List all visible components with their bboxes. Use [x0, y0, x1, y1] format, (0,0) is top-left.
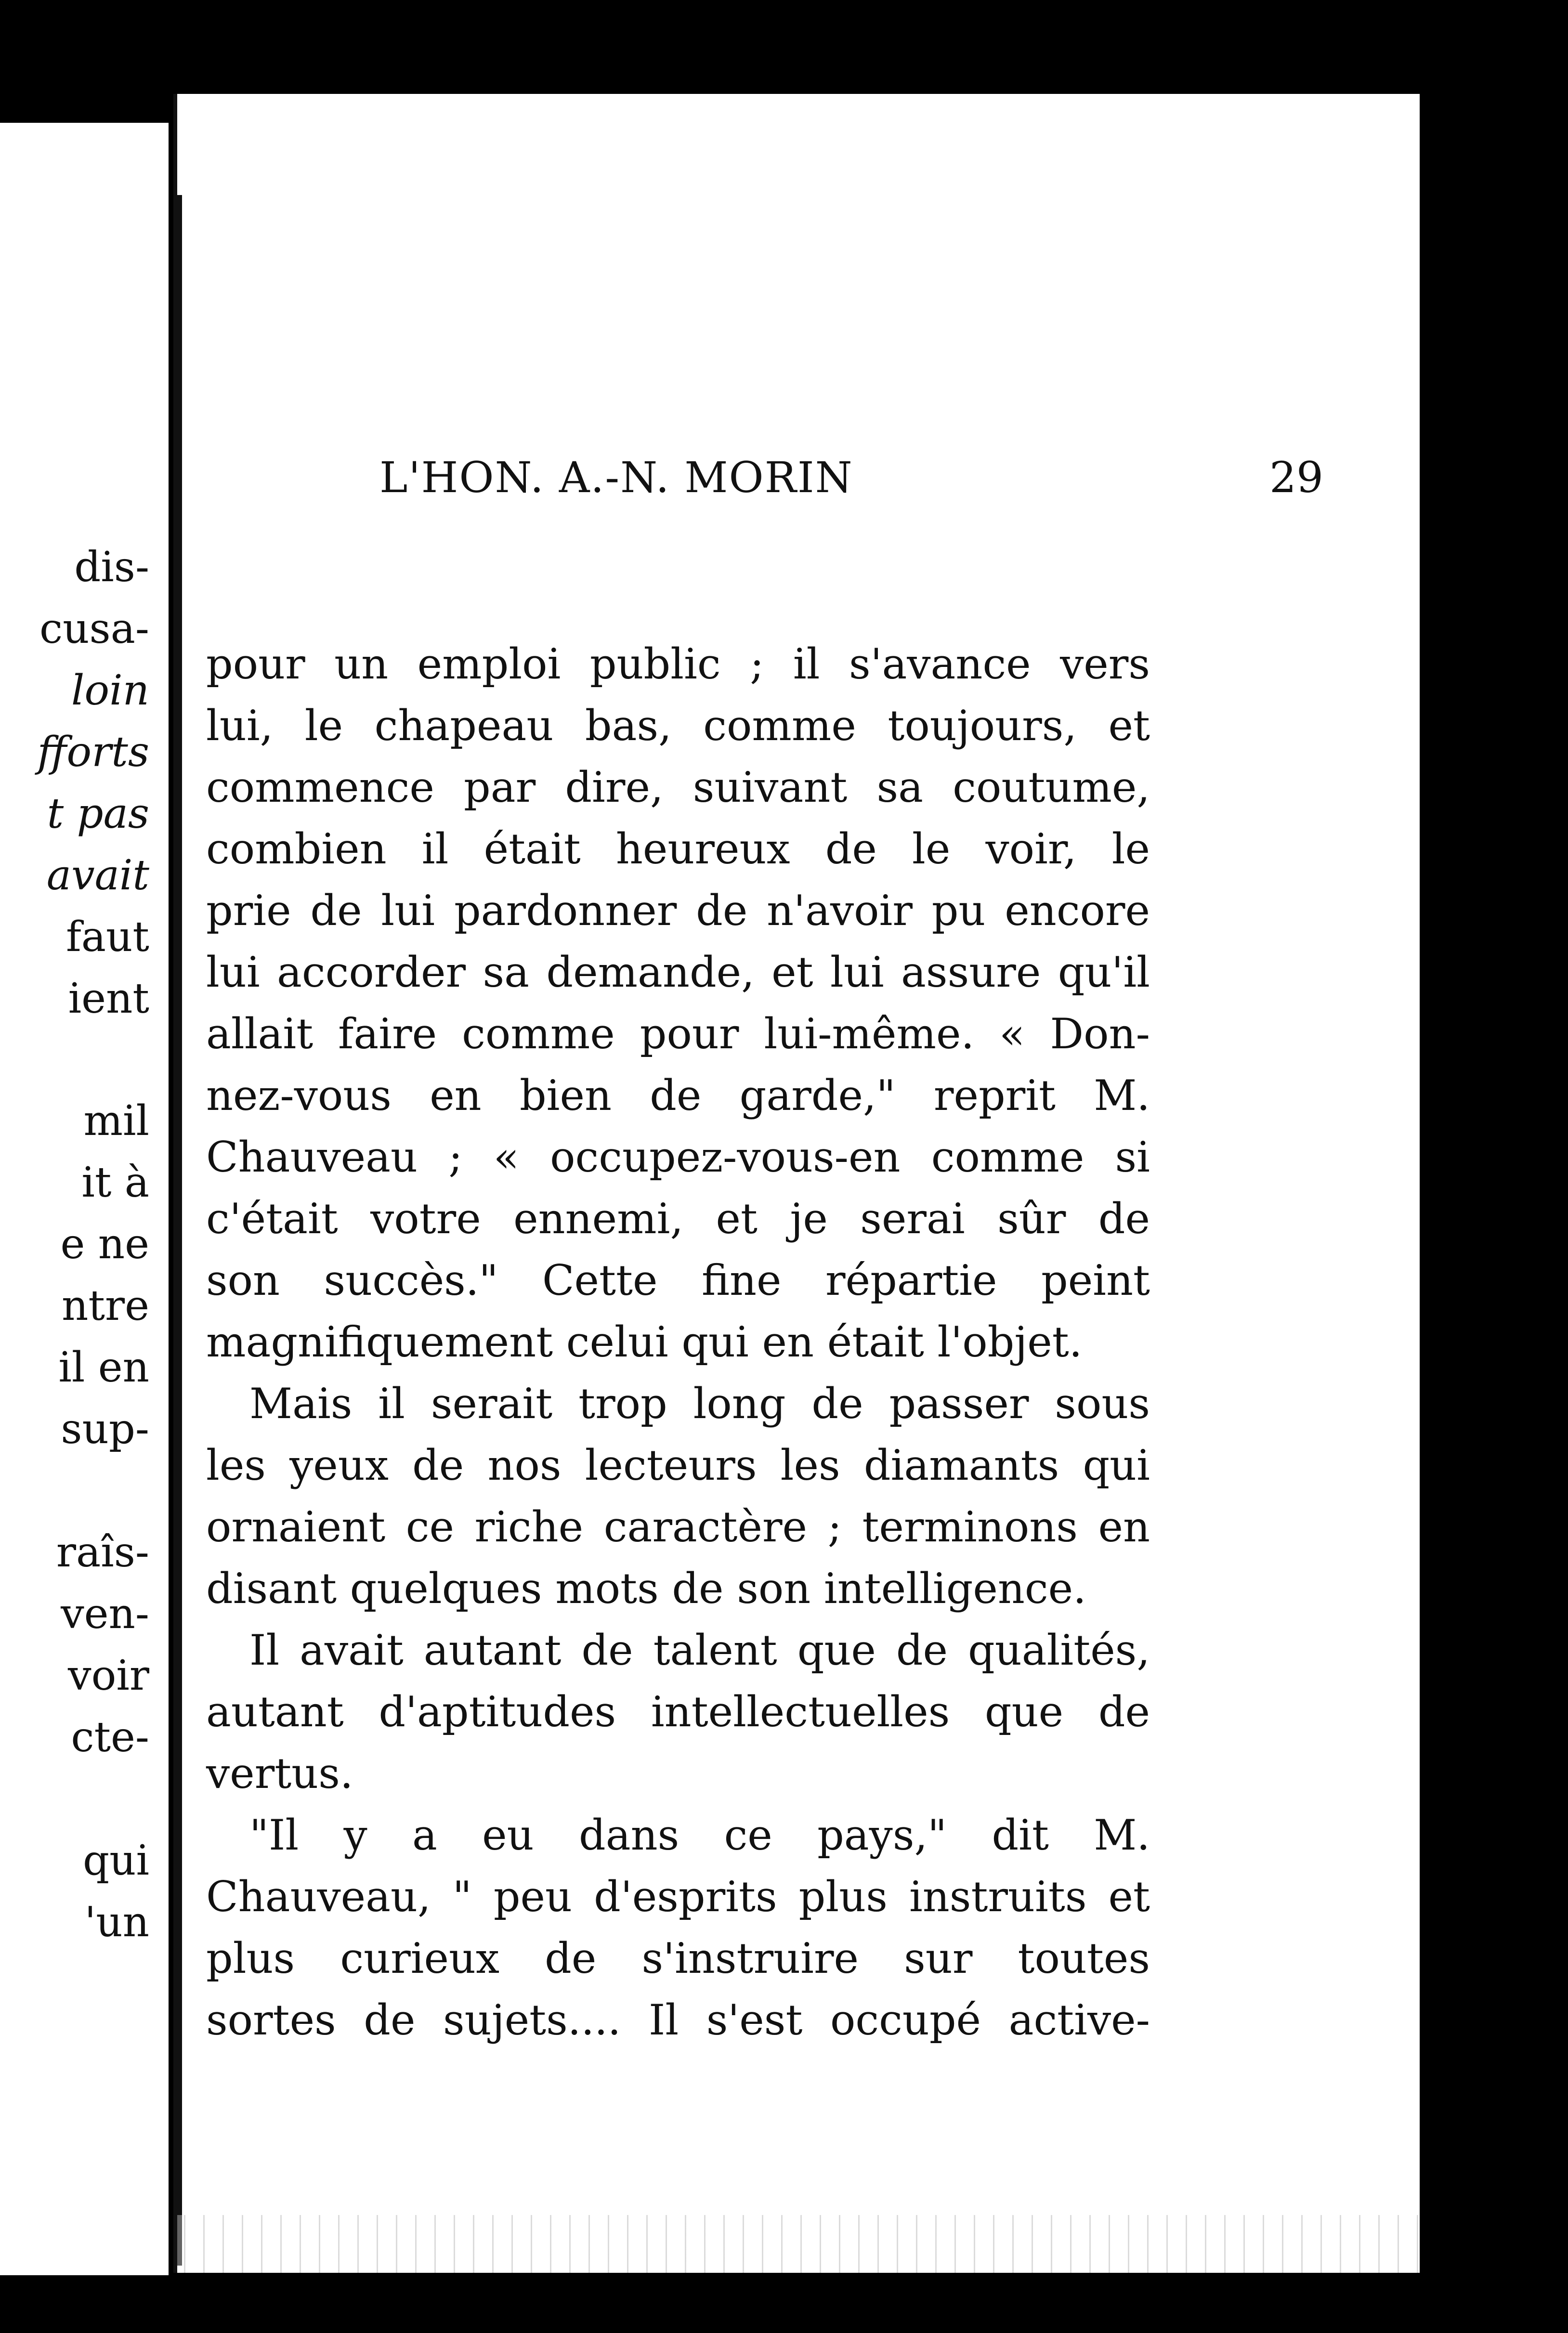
left-fragment: voir [68, 1652, 149, 1700]
text-line: lui, le chapeau bas, comme toujours, et [206, 701, 1150, 750]
text-line: les yeux de nos lecteurs les diamants qui [206, 1441, 1150, 1490]
book-page [173, 94, 1420, 2273]
left-fragment: e ne [60, 1220, 149, 1268]
previous-page-edge [0, 123, 169, 2275]
text-line: Chauveau ; « occupez-vous-en comme si [206, 1133, 1150, 1182]
left-fragment: ntre [62, 1282, 149, 1330]
left-fragment: t pas [47, 790, 149, 838]
text-line: disant quelques mots de son intelligence. [206, 1564, 1086, 1613]
text-line: c'était votre ennemi, et je serai sûr de [206, 1194, 1150, 1243]
page-number: 29 [1269, 453, 1323, 502]
text-line: Il avait autant de talent que de qualités, [249, 1626, 1150, 1675]
text-line: magnifiquement celui qui en était l'objet. [206, 1317, 1083, 1367]
text-line: pour un emploi public ; il s'avance vers [206, 639, 1150, 689]
text-line: prie de lui pardonner de n'avoir pu encore [206, 886, 1150, 935]
left-fragment: il en [58, 1343, 149, 1392]
left-fragment: 'un [84, 1898, 149, 1946]
text-line: autant d'aptitudes intellectuelles que de [206, 1687, 1150, 1736]
text-line: nez-vous en bien de garde," reprit M. [206, 1071, 1150, 1120]
left-fragment: mil [83, 1097, 149, 1145]
left-fragment: fforts [37, 728, 149, 776]
left-fragment: sup- [61, 1405, 149, 1453]
text-line: Mais il serait trop long de passer sous [249, 1379, 1150, 1428]
left-fragment: ient [68, 975, 149, 1023]
page-bottom-edge [177, 2215, 1420, 2273]
text-line: vertus. [206, 1749, 353, 1798]
text-line: ornaient ce riche caractère ; terminons en [206, 1502, 1150, 1551]
text-line: Chauveau, " peu d'esprits plus instruits et [206, 1872, 1150, 1921]
text-line: lui accorder sa demande, et lui assure qu'il [206, 948, 1150, 997]
left-fragment: faut [65, 913, 149, 961]
left-fragment: dis- [74, 543, 149, 591]
left-fragment: cusa- [39, 605, 149, 653]
text-line: plus curieux de s'instruire sur toutes [206, 1934, 1150, 1983]
running-header [379, 453, 1323, 506]
previous-page-fragments [0, 123, 169, 2275]
text-line: "Il y a eu dans ce pays," dit M. [249, 1811, 1150, 1860]
left-fragment: loin [71, 666, 149, 715]
text-line: son succès." Cette fine répartie peint [206, 1256, 1150, 1305]
left-fragment: cte- [71, 1713, 149, 1761]
text-line: combien il était heureux de le voir, le [206, 824, 1150, 873]
page-gutter [177, 195, 182, 2266]
text-line: sortes de sujets.... Il s'est occupé active- [206, 1995, 1150, 2045]
left-fragment: it à [81, 1159, 149, 1207]
left-fragment: raîs- [56, 1528, 149, 1577]
text-line: allait faire comme pour lui-même. « Don- [206, 1009, 1150, 1058]
left-fragment: qui [83, 1837, 149, 1885]
running-title: L'HON. A.-N. MORIN [379, 453, 853, 502]
text-line: commence par dire, suivant sa coutume, [206, 763, 1150, 812]
left-fragment: avait [46, 851, 149, 899]
body-text [206, 633, 1150, 2051]
left-fragment: ven- [61, 1590, 149, 1638]
